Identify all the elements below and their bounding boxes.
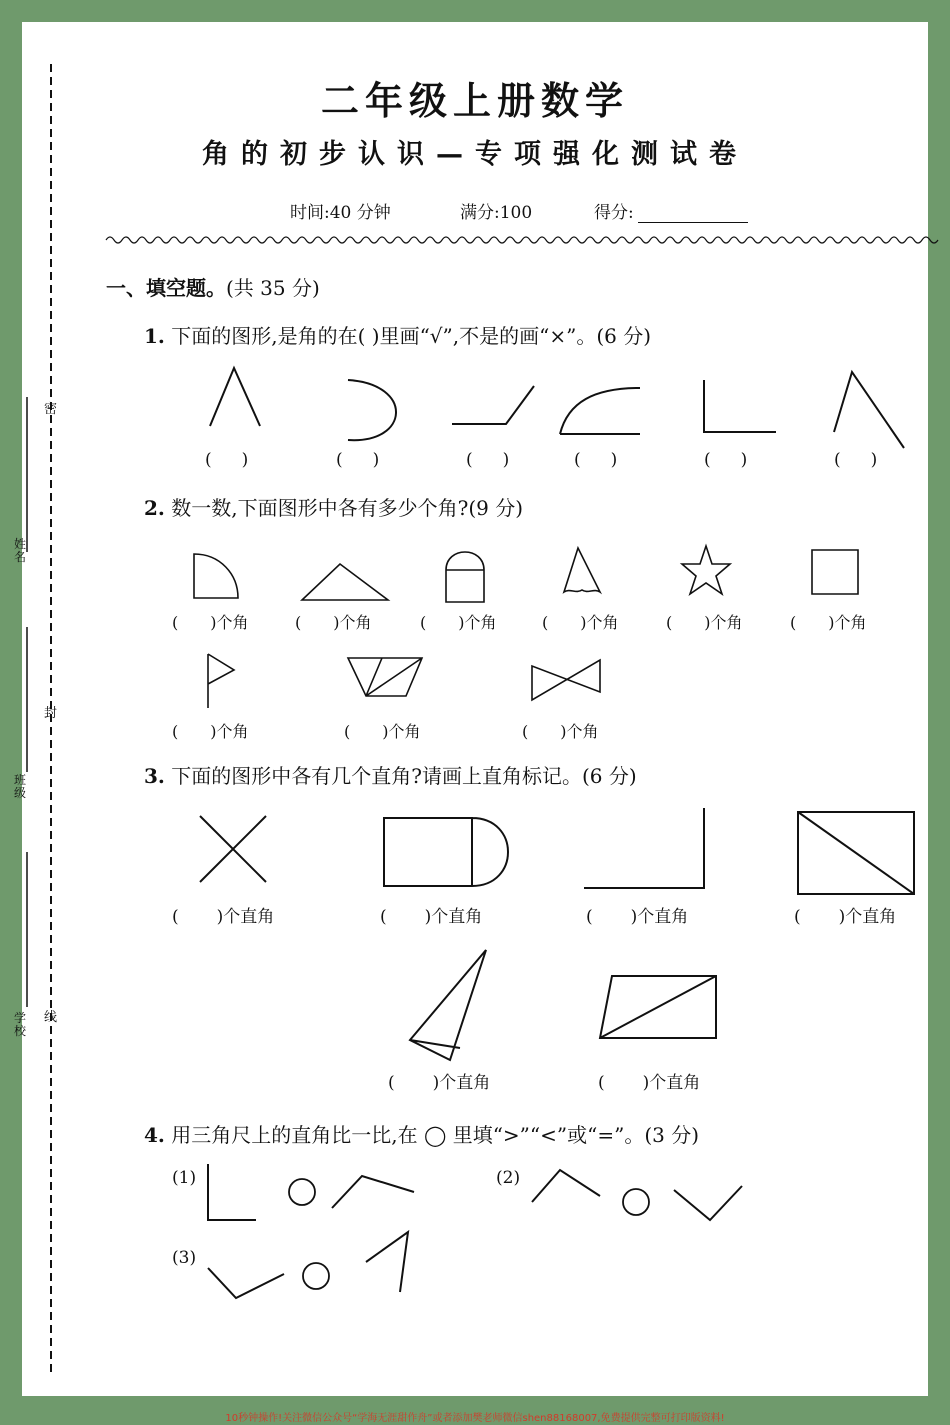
q2-figure-arch (446, 552, 484, 602)
binding-label-xian: 线 (44, 1010, 58, 1025)
q1-figure-bent-line (452, 386, 534, 424)
binding-label-name: 姓名 (14, 537, 27, 564)
question-4-number: 4. (144, 1123, 165, 1147)
question-3-text: 下面的图形中各有几个直角?请画上直角标记。(6 分) (171, 764, 637, 788)
binding-label-school: 学校 (14, 1011, 27, 1038)
q4-1-right-angle (208, 1164, 256, 1220)
q1-answer-6[interactable]: ( ) (834, 450, 878, 470)
page-title: 二年级上册数学 (320, 79, 629, 123)
q3-figure-rect-diagonal (798, 812, 914, 894)
q2-figure-sector (194, 554, 238, 598)
q3-answer-4[interactable]: ( )个直角 (794, 907, 897, 927)
q3-figures-row1 (22, 808, 928, 908)
q4-figures (22, 1162, 928, 1362)
q2-figure-bowtie (532, 660, 600, 700)
question-4-text: 用三角尺上的直角比一比,在 ◯ 里填“>”“<”或“=”。(3 分) (171, 1123, 700, 1147)
q4-label-2: (2) (496, 1168, 521, 1188)
q3-figure-right-angle (584, 808, 704, 888)
question-3-number: 3. (144, 764, 165, 788)
q1-figures (22, 362, 928, 462)
q2-answer-5[interactable]: ( )个角 (666, 613, 743, 632)
binding-label-feng: 封 (44, 706, 58, 721)
meta-full-score: 满分:100 (460, 203, 533, 223)
question-1-text: 下面的图形,是角的在( )里画“√”,不是的画“×”。(6 分) (171, 324, 652, 348)
q4-3-acute-angle (366, 1232, 408, 1292)
question-4 (144, 1119, 699, 1148)
q1-figure-arc (348, 380, 396, 440)
q1-figure-quarter-arc (560, 388, 640, 434)
q1-answer-3[interactable]: ( ) (466, 450, 510, 470)
binding-label-mi: 密 (44, 402, 58, 417)
q4-3-obtuse-angle (208, 1268, 284, 1298)
q2-figures-row1 (22, 546, 928, 616)
q3-figure-parallelogram-diagonal (600, 976, 716, 1038)
footer-promo-text: 10秒钟操作!关注微信公众号“学海无涯甜作舟”或者添加樊老师微信shen88168007,免费提供完整可打印版资料! (225, 1413, 725, 1424)
q4-label-3: (3) (172, 1248, 197, 1268)
q1-answer-5[interactable]: ( ) (704, 450, 748, 470)
q3-figures-row2 (22, 946, 928, 1066)
q2-answer-6[interactable]: ( )个角 (790, 613, 867, 632)
q4-label-1: (1) (172, 1168, 197, 1188)
q1-answer-4[interactable]: ( ) (574, 450, 618, 470)
q4-1-obtuse-angle (332, 1176, 414, 1208)
question-2 (144, 492, 523, 521)
exam-paper (14, 22, 928, 1396)
question-1 (144, 320, 651, 349)
q4-2-wide-angle (674, 1186, 742, 1220)
section-title (106, 272, 320, 301)
wavy-divider (106, 234, 936, 246)
q1-figure-angle (210, 368, 260, 426)
q2-figure-parallelogram (348, 658, 422, 696)
q2-figure-flag (208, 654, 234, 708)
section-points: (共 35 分) (226, 276, 320, 300)
q2-answer-8[interactable]: ( )个角 (344, 722, 421, 741)
section-title-text: 一、填空题。 (106, 276, 226, 300)
q2-answer-3[interactable]: ( )个角 (420, 613, 497, 632)
q3-answer-6[interactable]: ( )个直角 (598, 1073, 701, 1093)
q1-figure-wide-angle (834, 372, 904, 448)
q2-figure-square (812, 550, 858, 594)
q1-answer-1[interactable]: ( ) (205, 450, 249, 470)
q4-2-compare-circle (623, 1189, 649, 1215)
q3-answer-2[interactable]: ( )个直角 (380, 907, 483, 927)
page-subtitle: 角的初步认识—专项强化测试卷 (202, 139, 748, 170)
q2-figure-triangle (302, 564, 388, 600)
q3-figure-rect-semicircle (384, 818, 508, 886)
q4-1-compare-circle (289, 1179, 315, 1205)
question-2-text: 数一数,下面图形中各有多少个角?(9 分) (171, 496, 524, 520)
q3-answer-1[interactable]: ( )个直角 (172, 907, 275, 927)
q3-figure-cross (200, 816, 266, 882)
question-1-number: 1. (144, 324, 165, 348)
q2-figure-cone (564, 548, 600, 592)
question-2-number: 2. (144, 496, 165, 520)
q2-answer-2[interactable]: ( )个角 (295, 613, 372, 632)
q2-figures-row2 (22, 652, 928, 722)
q1-answer-2[interactable]: ( ) (336, 450, 380, 470)
q2-figure-star (682, 546, 730, 594)
q2-answer-7[interactable]: ( )个角 (172, 722, 249, 741)
q2-answer-9[interactable]: ( )个角 (522, 722, 599, 741)
q1-figure-right-angle (704, 380, 776, 432)
binding-label-class: 班级 (14, 773, 27, 800)
question-3 (144, 760, 637, 789)
q3-answer-3[interactable]: ( )个直角 (586, 907, 689, 927)
q3-answer-5[interactable]: ( )个直角 (388, 1073, 491, 1093)
q4-2-acute-angle (532, 1170, 600, 1202)
q2-answer-4[interactable]: ( )个角 (542, 613, 619, 632)
meta-score (594, 198, 748, 223)
meta-score-label: 得分: (594, 203, 634, 223)
q3-figure-triangle-split (410, 950, 486, 1060)
q2-answer-1[interactable]: ( )个角 (172, 613, 249, 632)
q4-3-compare-circle (303, 1263, 329, 1289)
score-blank[interactable] (638, 206, 748, 223)
meta-time: 时间:40 分钟 (290, 203, 391, 223)
